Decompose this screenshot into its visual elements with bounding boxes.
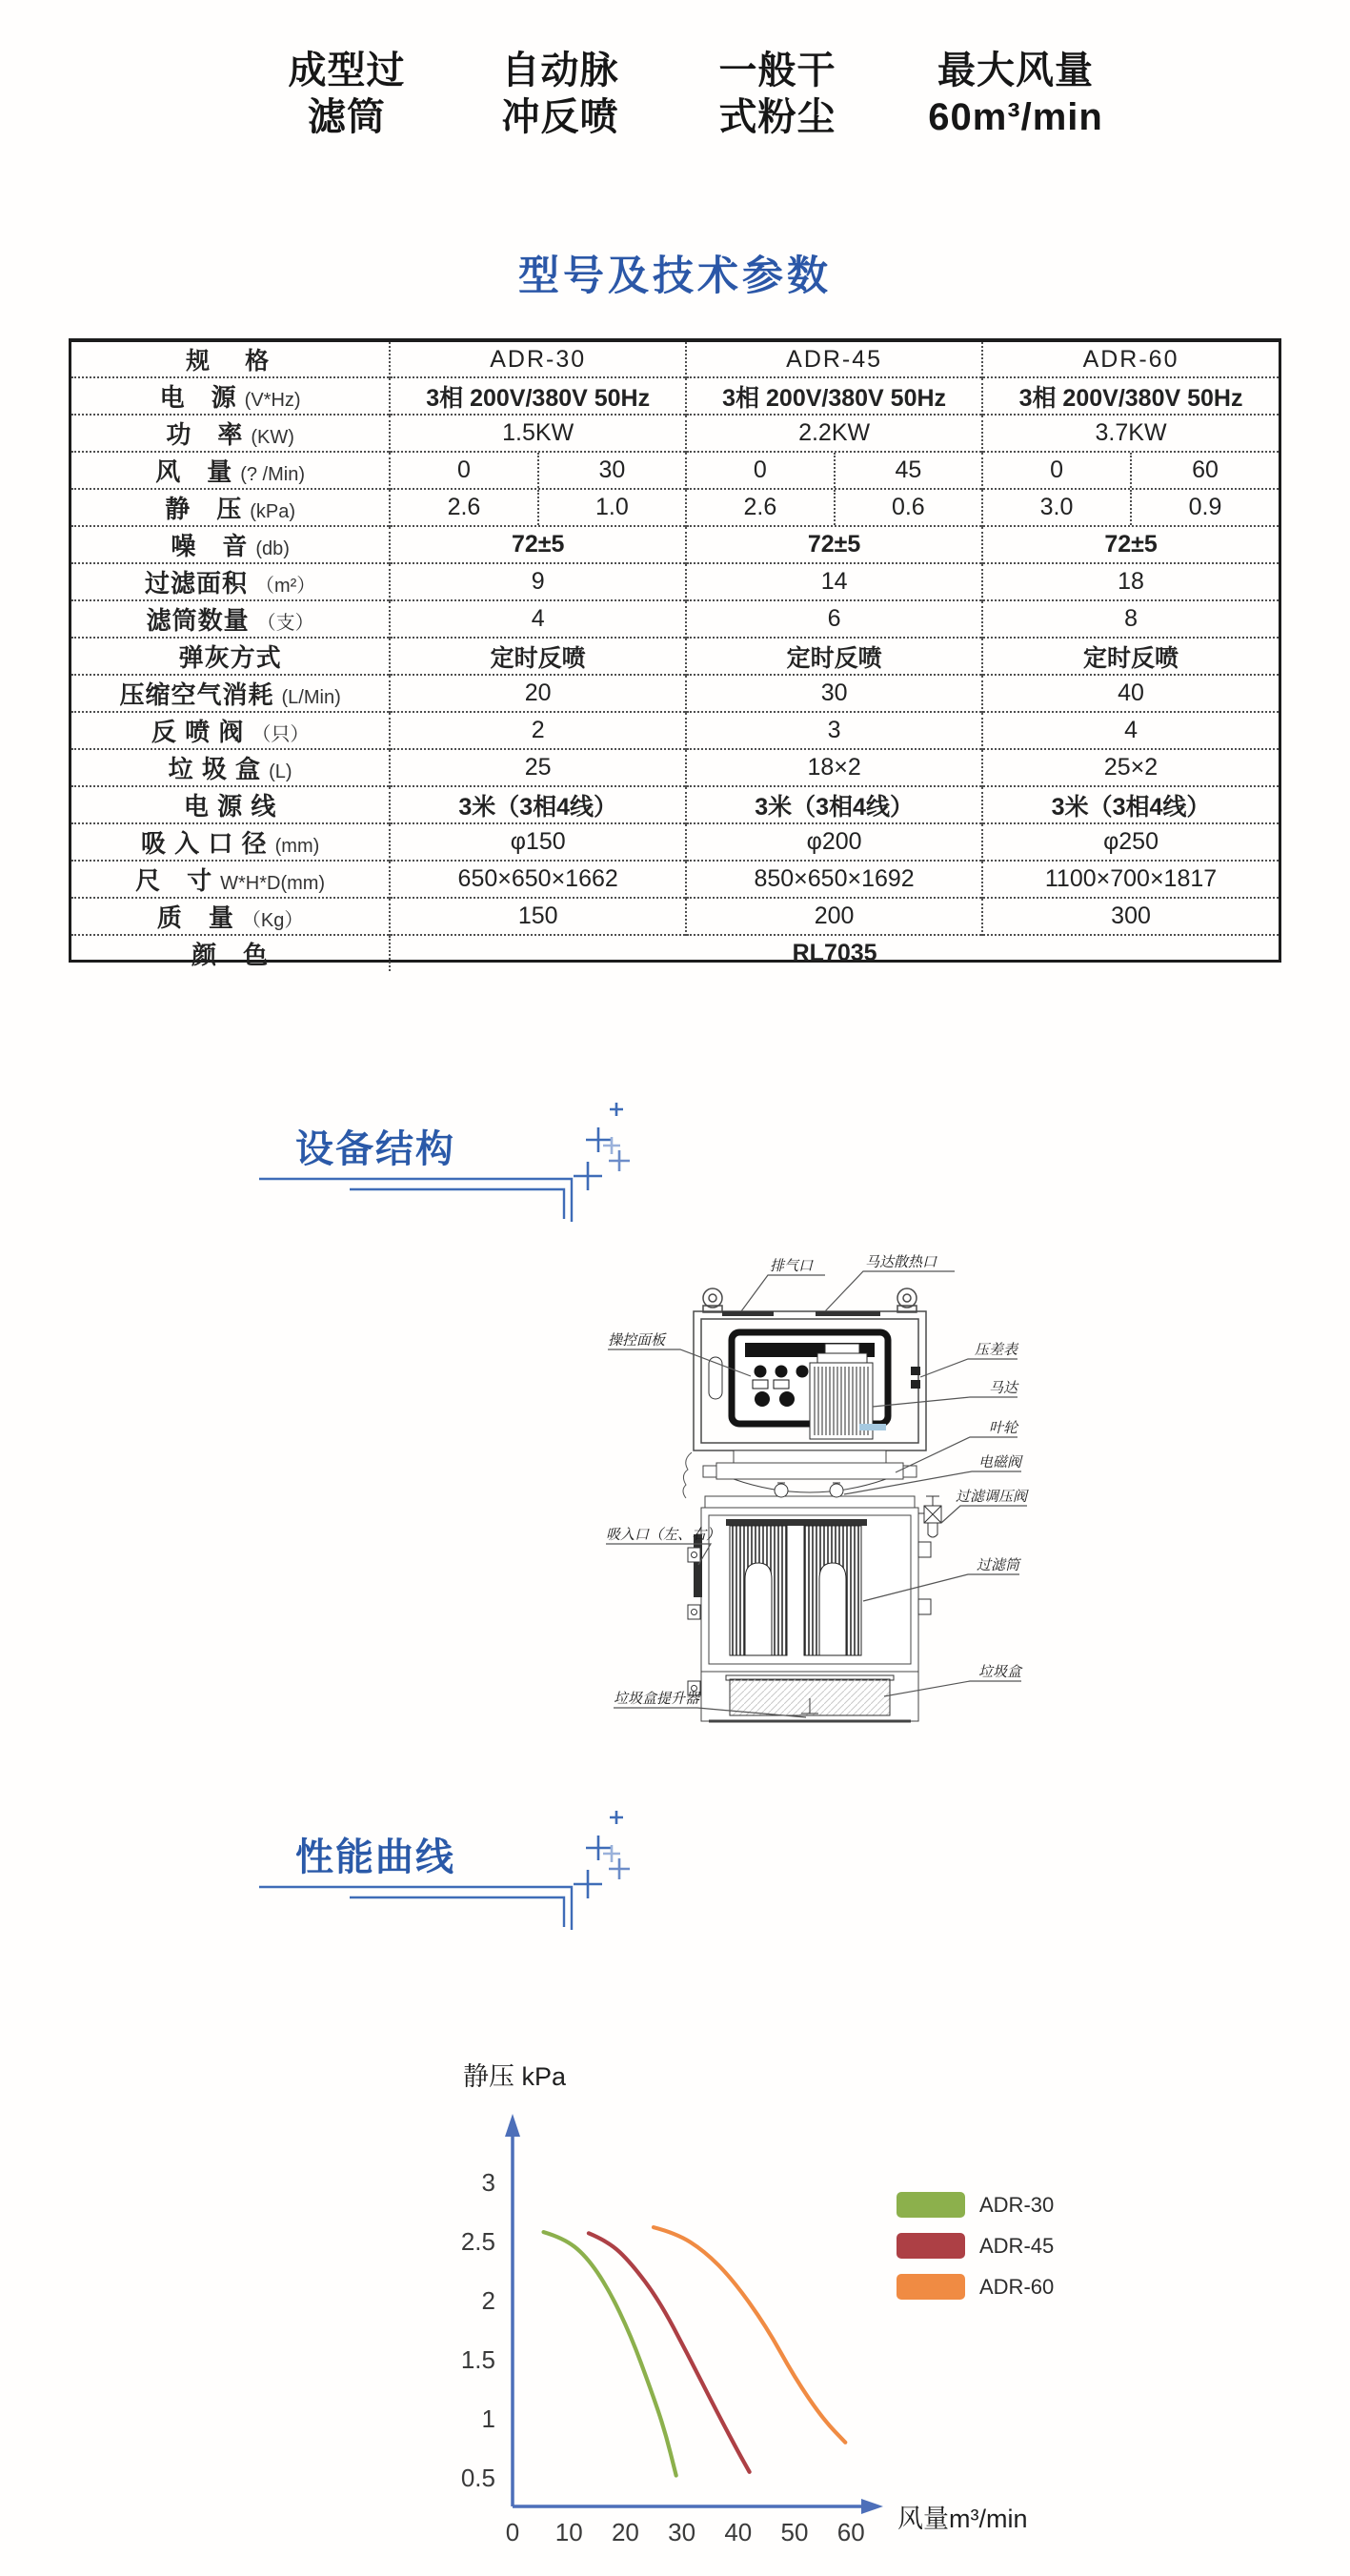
series-curve-ADR-45 bbox=[589, 2233, 750, 2471]
machine-diagram-icon bbox=[591, 1250, 1029, 1727]
y-tick-label: 1.5 bbox=[460, 2345, 495, 2374]
table-row bbox=[71, 377, 1279, 415]
table-cell: 定时反喷 bbox=[686, 638, 982, 675]
table-row bbox=[71, 452, 1279, 489]
section-title-performance: 性能曲线 bbox=[295, 1836, 455, 1878]
spec-table bbox=[71, 342, 1279, 971]
diagram-label-exhaust: 排气口 bbox=[770, 1259, 814, 1274]
diagram-label-inlet: 吸入口（左、右） bbox=[606, 1528, 721, 1543]
table-header-spec: 规 格 bbox=[186, 348, 275, 375]
table-cell: 3米（3相4线） bbox=[982, 786, 1279, 823]
y-tick-label: 3 bbox=[481, 2168, 495, 2197]
table-cell: 1.5KW bbox=[390, 415, 686, 452]
row-label: 颜 色 bbox=[71, 935, 390, 971]
row-label: 电 源 (V*Hz) bbox=[71, 377, 390, 415]
row-label: 风 量 (? /Min) bbox=[71, 452, 390, 489]
y-tick-label: 0.5 bbox=[460, 2464, 495, 2492]
x-axis-arrow-icon bbox=[861, 2499, 883, 2514]
x-tick-label: 60 bbox=[836, 2518, 865, 2546]
split-value: 0 bbox=[457, 456, 471, 483]
table-row bbox=[71, 675, 1279, 712]
table-cell: φ150 bbox=[390, 823, 686, 861]
x-tick-label: 30 bbox=[668, 2518, 696, 2546]
table-row bbox=[71, 861, 1279, 898]
table-cell: 14 bbox=[686, 563, 982, 600]
table-cell: 9 bbox=[390, 563, 686, 600]
feature-line: 式粉尘 bbox=[718, 95, 836, 138]
table-cell: 3米（3相4线） bbox=[390, 786, 686, 823]
plus-marks-icon bbox=[574, 1103, 630, 1190]
diagram-label-dust-box: 垃圾盒 bbox=[977, 1665, 1021, 1680]
table-cell: 25 bbox=[390, 749, 686, 786]
table-cell-split bbox=[686, 489, 982, 526]
table-row bbox=[71, 786, 1279, 823]
series-curve-ADR-30 bbox=[544, 2232, 676, 2475]
table-header-model: ADR-30 bbox=[390, 342, 686, 377]
split-value: 3.0 bbox=[1039, 494, 1074, 520]
table-cell-split bbox=[390, 489, 686, 526]
legend-label-ADR-45: ADR-45 bbox=[979, 2234, 1055, 2258]
split-value: 2.6 bbox=[447, 494, 481, 520]
diagram-label-motor: 马达 bbox=[988, 1381, 1018, 1396]
table-cell-split bbox=[982, 489, 1279, 526]
split-value: 0 bbox=[753, 456, 767, 483]
feature-line: 成型过 bbox=[288, 50, 406, 91]
table-cell: 定时反喷 bbox=[982, 638, 1279, 675]
row-label: 反 喷 阀 （只） bbox=[71, 712, 390, 749]
feature-line: 自动脉 bbox=[501, 50, 619, 91]
table-row bbox=[71, 898, 1279, 935]
table-cell: 3相 200V/380V 50Hz bbox=[982, 377, 1279, 415]
split-value: 0 bbox=[1050, 456, 1063, 483]
table-row bbox=[71, 823, 1279, 861]
legend-swatch-ADR-45 bbox=[897, 2233, 965, 2259]
legend-label-ADR-30: ADR-30 bbox=[979, 2193, 1055, 2217]
feature-filter-cartridge bbox=[289, 48, 406, 141]
table-cell: 4 bbox=[982, 712, 1279, 749]
table-cell: 40 bbox=[982, 675, 1279, 712]
plus-marks-icon bbox=[574, 1811, 630, 1898]
legend-swatch-ADR-60 bbox=[897, 2274, 965, 2300]
legend-swatch-ADR-30 bbox=[897, 2192, 965, 2218]
table-cell-split bbox=[686, 452, 982, 489]
y-tick-label: 2.5 bbox=[460, 2227, 495, 2256]
feature-line: 冲反喷 bbox=[501, 95, 619, 138]
table-cell: 72±5 bbox=[390, 526, 686, 563]
legend-label-ADR-60: ADR-60 bbox=[979, 2275, 1055, 2299]
section-title-structure: 设备结构 bbox=[295, 1128, 455, 1170]
row-label: 压缩空气消耗 (L/Min) bbox=[71, 675, 390, 712]
table-row bbox=[71, 638, 1279, 675]
table-header-model: ADR-60 bbox=[982, 342, 1279, 377]
table-row bbox=[71, 563, 1279, 600]
split-value: 45 bbox=[834, 453, 981, 488]
split-value: 30 bbox=[537, 453, 685, 488]
table-cell: 150 bbox=[390, 898, 686, 935]
performance-chart bbox=[410, 2030, 1134, 2576]
spec-table-frame bbox=[69, 338, 1281, 969]
table-cell: 300 bbox=[982, 898, 1279, 935]
table-cell: 25×2 bbox=[982, 749, 1279, 786]
table-cell: 2.2KW bbox=[686, 415, 982, 452]
table-cell: 3米（3相4线） bbox=[686, 786, 982, 823]
table-cell: φ200 bbox=[686, 823, 982, 861]
row-label: 质 量 （Kg） bbox=[71, 898, 390, 935]
table-row bbox=[71, 489, 1279, 526]
feature-line: 一般干 bbox=[718, 50, 836, 91]
diagram-label-motor-vent: 马达散热口 bbox=[865, 1255, 937, 1270]
table-cell: 18×2 bbox=[686, 749, 982, 786]
brand-mark-icon bbox=[859, 1424, 886, 1430]
feature-line: 最大风量 bbox=[937, 50, 1094, 91]
page-title: 型号及技术参数 bbox=[518, 254, 832, 299]
filter-regulator bbox=[918, 1496, 941, 1537]
diagram-label-regulator: 过滤调压阀 bbox=[955, 1490, 1027, 1505]
split-value: 60 bbox=[1130, 453, 1279, 488]
table-cell: 18 bbox=[982, 563, 1279, 600]
diagram-label-impeller: 叶轮 bbox=[988, 1421, 1018, 1436]
table-row bbox=[71, 415, 1279, 452]
table-cell: 650×650×1662 bbox=[390, 861, 686, 898]
row-label: 静 压 (kPa) bbox=[71, 489, 390, 526]
section-heading-structure bbox=[257, 1098, 667, 1241]
table-cell: 20 bbox=[390, 675, 686, 712]
table-cell-split bbox=[982, 452, 1279, 489]
table-cell: 850×650×1692 bbox=[686, 861, 982, 898]
x-tick-label: 0 bbox=[505, 2518, 520, 2546]
diagram-label-pressure-gauge: 压差表 bbox=[974, 1343, 1018, 1358]
y-axis-arrow-icon bbox=[505, 2114, 520, 2137]
diagram-label-filter: 过滤筒 bbox=[976, 1558, 1019, 1573]
solenoid-valves bbox=[775, 1483, 843, 1497]
diagram-label-lifter: 垃圾盒提升器 bbox=[614, 1692, 700, 1707]
diagram-label-solenoid: 电磁阀 bbox=[977, 1455, 1021, 1471]
table-cell: 定时反喷 bbox=[390, 638, 686, 675]
table-cell: 30 bbox=[686, 675, 982, 712]
y-axis-label: 静压 kPa bbox=[463, 2062, 567, 2091]
feature-max-airflow bbox=[928, 48, 1103, 141]
feature-line: 滤筒 bbox=[308, 95, 386, 138]
latch-icon bbox=[683, 1452, 692, 1498]
table-header-row bbox=[71, 342, 1279, 377]
row-label: 噪 音 (db) bbox=[71, 526, 390, 563]
pressure-gauge bbox=[911, 1367, 920, 1375]
table-cell: 72±5 bbox=[686, 526, 982, 563]
table-cell: 2 bbox=[390, 712, 686, 749]
table-cell: 200 bbox=[686, 898, 982, 935]
table-cell: 6 bbox=[686, 600, 982, 638]
x-tick-label: 10 bbox=[554, 2518, 583, 2546]
y-tick-label: 1 bbox=[481, 2404, 495, 2433]
x-tick-label: 50 bbox=[780, 2518, 809, 2546]
x-tick-label: 40 bbox=[724, 2518, 753, 2546]
table-row bbox=[71, 712, 1279, 749]
row-label: 吸 入 口 径 (mm) bbox=[71, 823, 390, 861]
row-label: 尺 寸 W*H*D(mm) bbox=[71, 861, 390, 898]
y-tick-label: 2 bbox=[481, 2286, 495, 2315]
row-label: 功 率 (KW) bbox=[71, 415, 390, 452]
row-label: 垃 圾 盒 (L) bbox=[71, 749, 390, 786]
performance-chart-wrap bbox=[410, 2030, 1134, 2576]
table-cell: 4 bbox=[390, 600, 686, 638]
feature-dry-dust bbox=[719, 48, 836, 141]
series-curve-ADR-60 bbox=[654, 2227, 845, 2443]
table-row bbox=[71, 600, 1279, 638]
row-label: 弹灰方式 bbox=[71, 638, 390, 675]
row-label: 电 源 线 bbox=[71, 786, 390, 823]
table-cell: 3相 200V/380V 50Hz bbox=[390, 377, 686, 415]
split-value: 0.9 bbox=[1130, 490, 1279, 525]
split-value: 0.6 bbox=[834, 490, 981, 525]
table-row bbox=[71, 749, 1279, 786]
diagram-label-control-panel: 操控面板 bbox=[608, 1333, 666, 1349]
table-cell: 72±5 bbox=[982, 526, 1279, 563]
split-value: 2.6 bbox=[743, 494, 777, 520]
table-row bbox=[71, 526, 1279, 563]
table-cell: 3.7KW bbox=[982, 415, 1279, 452]
section-heading-performance bbox=[257, 1806, 667, 1949]
table-row bbox=[71, 935, 1279, 971]
impeller-housing bbox=[703, 1450, 917, 1508]
x-axis-label: 风量m³/min bbox=[897, 2505, 1028, 2533]
table-cell: 3相 200V/380V 50Hz bbox=[686, 377, 982, 415]
table-cell: 3 bbox=[686, 712, 982, 749]
row-label: 过滤面积 （m²） bbox=[71, 563, 390, 600]
feature-line: 60m³/min bbox=[928, 95, 1103, 138]
x-tick-label: 20 bbox=[611, 2518, 639, 2546]
table-cell-span: RL7035 bbox=[390, 935, 1279, 971]
feature-auto-pulse bbox=[502, 48, 619, 141]
table-cell: φ250 bbox=[982, 823, 1279, 861]
row-label: 滤筒数量 （支） bbox=[71, 600, 390, 638]
split-value: 1.0 bbox=[537, 490, 685, 525]
table-header-model: ADR-45 bbox=[686, 342, 982, 377]
table-cell: 1100×700×1817 bbox=[982, 861, 1279, 898]
structure-diagram bbox=[591, 1250, 1029, 1732]
table-cell-split bbox=[390, 452, 686, 489]
table-cell: 8 bbox=[982, 600, 1279, 638]
